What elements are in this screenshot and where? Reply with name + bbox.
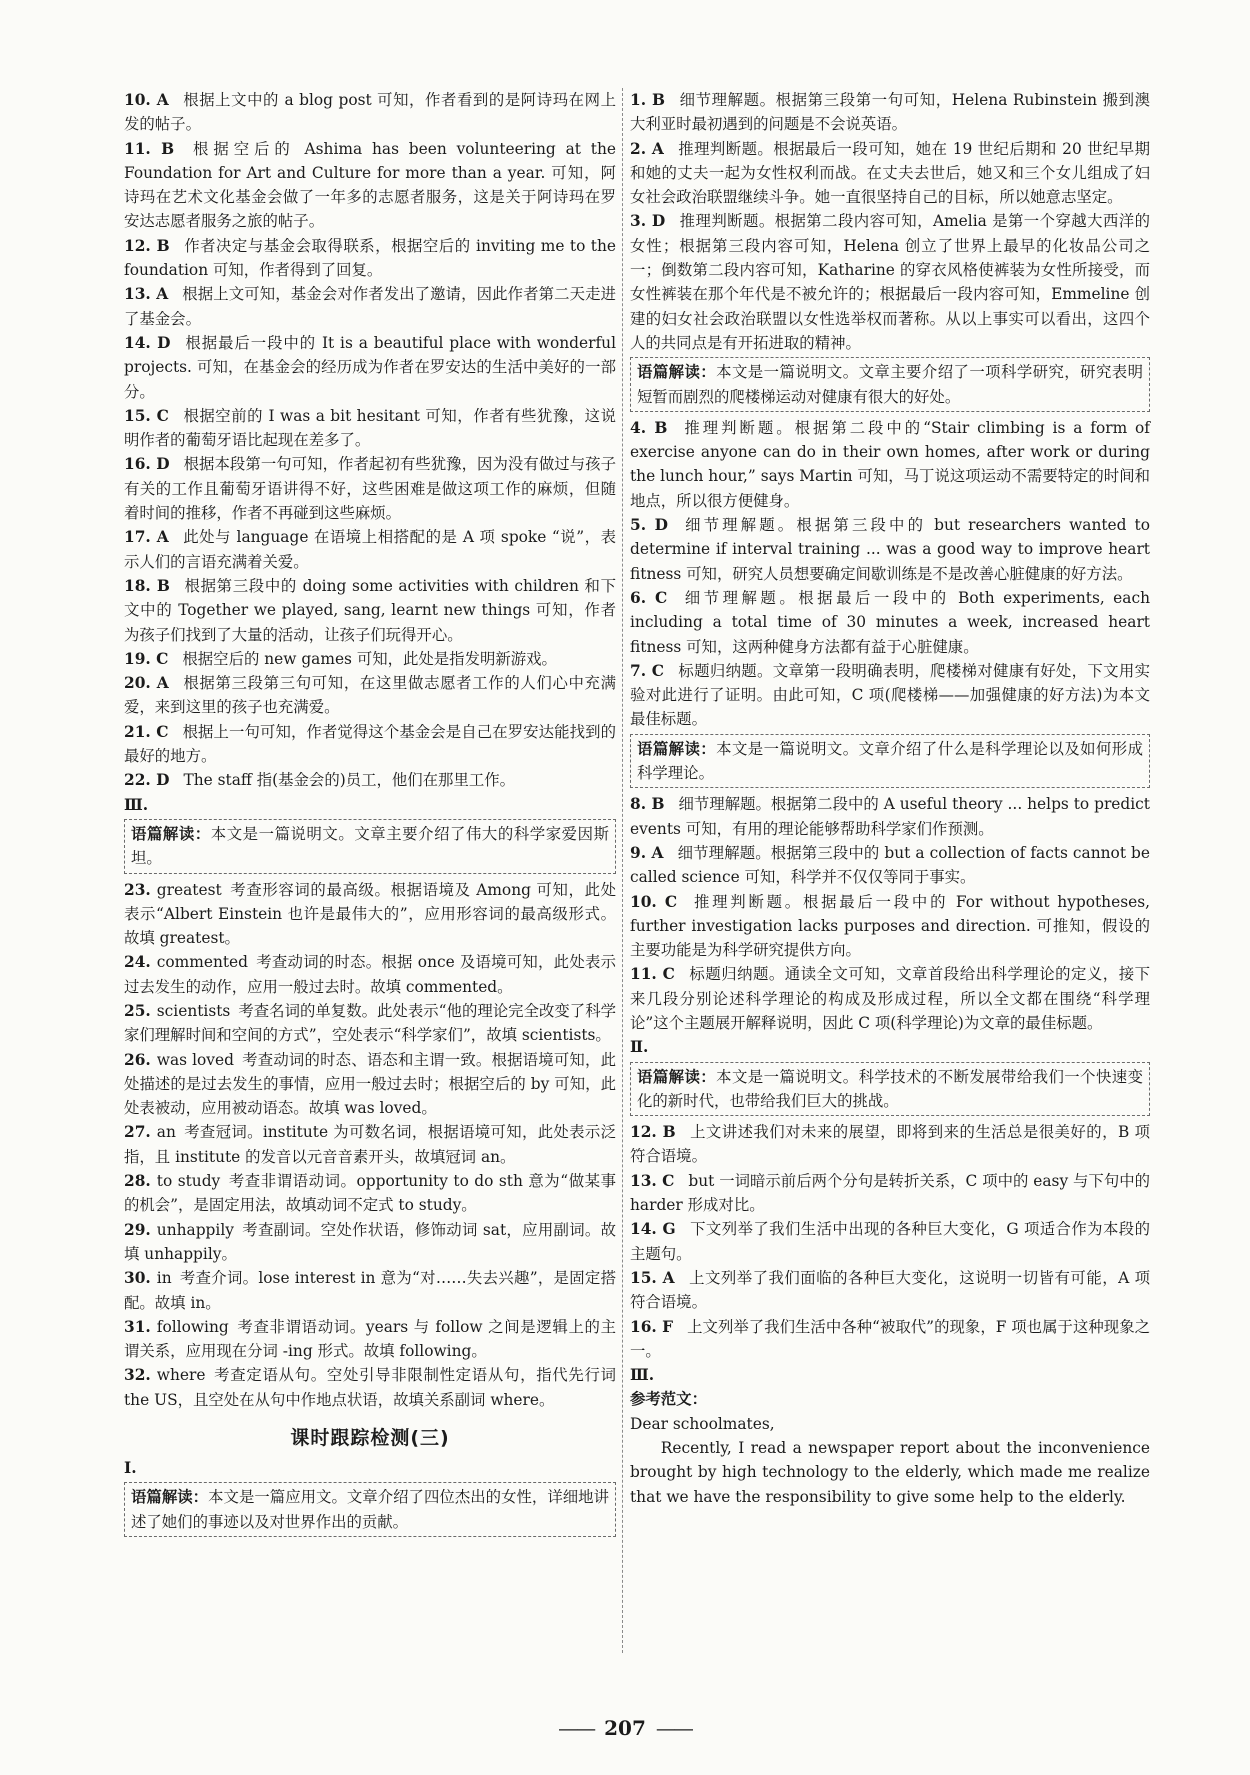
answer-number: 19. C [124, 649, 169, 668]
page-number-dash-left: —— [558, 1716, 595, 1740]
answer-item [630, 137, 1150, 210]
answer-number: 15. A [630, 1268, 675, 1287]
answer-word: unhappily [156, 1220, 234, 1239]
left-fill-answers [124, 878, 616, 1413]
answer-explanation: 上文列举了我们生活中各种“被取代”的现象，F 项也属于这种现象之一。 [630, 1317, 1151, 1360]
answer-explanation: 下文列举了我们生活中出现的各种巨大变化，G 项适合作为本段的主题句。 [630, 1220, 1151, 1263]
answer-explanation: 考查形容词的最高级。根据语境及 Among 可知，此处表示“Albert Einstein 也许是最伟大的”，应用形容词的最高级形式。故填 greatest。 [124, 880, 616, 948]
answer-item [124, 1169, 616, 1218]
answer-item [124, 1363, 616, 1412]
answer-explanation: 根据本段第一句可知，作者起初有些犹豫，因为没有做过与孩子有关的工作且葡萄牙语讲得不好，这些困难是做这项工作的麻烦，但随着时间的推移，作者不再碰到这些麻烦。 [124, 455, 616, 523]
text-analysis-box [630, 734, 1150, 789]
answer-item [630, 1266, 1150, 1315]
answer-number: 6. C [630, 588, 668, 607]
answer-item [124, 452, 616, 525]
answer-number: 11. C [630, 965, 675, 984]
answer-number: 31. [124, 1317, 151, 1336]
text-analysis-box [124, 1482, 616, 1537]
reference-essay-label: 参考范文： [630, 1390, 707, 1409]
answer-explanation: 标题归纳题。文章第一段明确表明，爬楼梯对健康有好处，下文用实验对此进行了证明。由此可知，C 项(爬楼梯——加强健康的好方法)为本文最佳标题。 [630, 661, 1150, 729]
answer-item [630, 1217, 1150, 1266]
answer-item [630, 416, 1150, 513]
answer-number: 7. C [630, 661, 665, 680]
answer-item [124, 1218, 616, 1267]
answer-item [124, 720, 616, 769]
answer-number: 12. B [124, 236, 170, 255]
answer-word: scientists [156, 1001, 231, 1020]
answer-number: 2. A [630, 139, 664, 158]
answer-explanation: 细节理解题。根据最后一段中的 Both experiments, each including a total time of 30 minutes a week, increased heart fitness 可知，这两种健身方法都有益于心脏健康。 [630, 588, 1150, 656]
answer-number: 5. D [630, 516, 668, 535]
answer-explanation: 考查非谓语动词。opportunity to do sth 意为“做某事的机会”，是固定用法，故填动词不定式 to study。 [124, 1172, 617, 1215]
text-analysis-label: 语篇解读： [637, 1067, 717, 1086]
answer-number: 12. B [630, 1123, 676, 1142]
answer-number: 17. A [124, 528, 169, 547]
answer-number: 32. [124, 1366, 151, 1385]
answer-number: 26. [124, 1050, 151, 1069]
text-analysis-box [630, 1062, 1150, 1117]
letter-salutation: Dear schoolmates, [630, 1414, 775, 1433]
answer-number: 16. D [124, 455, 170, 474]
text-analysis-text: 本文是一篇说明文。文章主要介绍了一项科学研究，研究表明短暂而剧烈的爬楼梯运动对健康有很大的好处。 [637, 363, 1143, 406]
answer-number: 22. D [124, 771, 170, 790]
answer-word: was loved [156, 1050, 234, 1069]
answer-item [630, 88, 1150, 137]
answer-item [630, 586, 1150, 659]
answer-number: 10. A [124, 91, 169, 109]
text-analysis-text: 本文是一篇应用文。文章介绍了四位杰出的女性，详细地讲述了她们的事迹以及对世界作出的贡献。 [131, 1488, 609, 1531]
text-analysis-text: 本文是一篇说明文。文章主要介绍了伟大的科学家爱因斯坦。 [131, 824, 609, 868]
answer-number: 27. [124, 1123, 151, 1142]
answer-word: an [156, 1123, 176, 1142]
answer-explanation: 细节理解题。根据第三段第一句可知，Helena Rubinstein 搬到澳大利亚时最初遇到的问题是不会说英语。 [630, 91, 1150, 134]
answer-item [630, 659, 1150, 732]
answer-item [124, 525, 616, 574]
answer-explanation: 根据上一句可知，作者觉得这个基金会是自己在罗安达能找到的最好的地方。 [124, 722, 616, 766]
section-heading-1: Ⅰ. [124, 1459, 137, 1478]
answer-explanation: 根据空前的 I was a bit hesitant 可知，作者有些犹豫，这说明作者的葡萄牙语比起现在差多了。 [124, 406, 616, 450]
answer-explanation: 考查冠词。institute 为可数名词，根据语境可知，此处表示泛指，且 institute 的发音以元音音素开头，故填冠词 an。 [124, 1123, 616, 1166]
answer-explanation: 考查定语从句。空处引导非限制性定语从句，指代先行词 the US，且空处在从句中作地点状语，故填关系副词 where。 [124, 1366, 616, 1409]
answer-item [124, 234, 616, 283]
answer-word: in [156, 1269, 172, 1288]
answer-explanation: 细节理解题。根据第三段中的 but a collection of facts cannot be called science 可知，科学并不仅仅等同于事实。 [630, 843, 1150, 887]
answer-item [124, 88, 616, 137]
answer-explanation: 根据第三段中的 doing some activities with children 和下文中的 Together we played, sang, learnt new things 可知，作者为孩子们找到了大量的活动，让孩子们玩得开心。 [124, 576, 616, 644]
answer-item [630, 841, 1150, 890]
answer-item [124, 1315, 616, 1364]
text-analysis-text: 本文是一篇说明文。文章介绍了什么是科学理论以及如何形成科学理论。 [637, 739, 1143, 783]
answer-explanation: 推理判断题。根据最后一段可知，她在 19 世纪后期和 20 世纪早期和她的丈夫一起为女性权利而战。在丈夫去世后，她又和三个女儿组成了妇女社会政治联盟继续斗争。她一直很坚持自己的目标，所以她意志坚定。 [630, 139, 1150, 207]
right-answers-group-1 [630, 88, 1150, 355]
answer-word: greatest [156, 880, 222, 899]
answer-number: 14. G [630, 1220, 676, 1239]
answer-explanation: 根据空后的 Ashima has been volunteering at the Foundation for Art and Culture for more than a year. 可知，阿诗玛在艺术文化基金会做了一年多的志愿者服务，这是关于阿诗玛在罗安达志愿者服务之旅的帖子。 [124, 139, 616, 231]
section-heading-3: Ⅲ. [630, 1366, 655, 1385]
answer-item [124, 331, 616, 404]
answer-explanation: 考查副词。空处作状语，修饰动词 sat，应用副词。故填 unhappily。 [124, 1220, 616, 1263]
answer-number: 4. B [630, 418, 668, 437]
answer-item [124, 1048, 616, 1121]
answer-item [124, 768, 616, 792]
answer-word: where [156, 1366, 206, 1385]
answer-number: 16. F [630, 1317, 674, 1336]
answer-explanation: 细节理解题。根据第二段中的 A useful theory ... helps to predict events 可知，有用的理论能够帮助科学家们作预测。 [630, 795, 1150, 838]
answer-number: 11. B [124, 139, 175, 158]
answer-word: to study [156, 1172, 221, 1191]
answer-number: 10. C [630, 892, 678, 911]
answer-number: 9. A [630, 843, 664, 862]
answer-number: 24. [124, 953, 151, 972]
answer-item [630, 513, 1150, 586]
answer-explanation: 根据上文中的 a blog post 可知，作者看到的是阿诗玛在网上发的帖子。 [124, 91, 617, 134]
answer-explanation: 推理判断题。根据第二段中的“Stair climbing is a form of exercise anyone can do in their own homes, after work or during the lunch hour,” says Martin 可知，马丁说这项运动不需要特定的时间和地点，所以很方便健身。 [630, 418, 1151, 510]
left-mc-answers [124, 88, 616, 793]
answer-item [630, 792, 1150, 841]
answer-item [630, 1169, 1150, 1218]
answer-number: 25. [124, 1001, 151, 1020]
text-analysis-box [124, 819, 616, 874]
answer-number: 15. C [124, 406, 169, 425]
answer-item [124, 878, 616, 951]
answer-item [630, 1315, 1150, 1364]
answer-explanation: 考查介词。lose interest in 意为“对……失去兴趣”，是固定搭配。故填 in。 [124, 1269, 616, 1312]
answer-word: following [156, 1317, 229, 1336]
answer-explanation: 考查非谓语动词。years 与 follow 之间是逻辑上的主谓关系，应用现在分词 -ing 形式。故填 following。 [124, 1317, 616, 1361]
answer-word: commented [156, 953, 249, 972]
answer-number: 30. [124, 1269, 151, 1288]
answer-number: 21. C [124, 722, 169, 741]
answer-explanation: 考查动词的时态、语态和主谓一致。根据语境可知，此处描述的是过去发生的事情，应用一般过去时；根据空后的 by 可知，此处表被动，应用被动语态。故填 was loved。 [124, 1050, 616, 1118]
answer-explanation: 根据最后一段中的 It is a beautiful place with wonderful projects. 可知，在基金会的经历成为作者在罗安达的生活中美好的一部分。 [124, 333, 617, 401]
left-column [124, 88, 616, 1541]
answer-item [630, 1120, 1150, 1169]
answer-explanation: 根据上文可知，基金会对作者发出了邀请，因此作者第二天走进了基金会。 [124, 285, 616, 328]
answer-number: 13. A [124, 285, 169, 304]
answer-explanation: 此处与 language 在语境上相搭配的是 A 项 spoke “说”，表示人们的言语充满着关爱。 [124, 528, 616, 571]
answer-number: 3. D [630, 212, 666, 231]
text-analysis-label: 语篇解读： [131, 1488, 209, 1507]
answer-number: 29. [124, 1220, 151, 1239]
page-number-value: 207 [604, 1716, 646, 1740]
answer-item [124, 404, 616, 453]
answer-item [124, 1266, 616, 1315]
answer-item [630, 962, 1150, 1035]
answer-item [124, 999, 616, 1048]
page-number-dash-right: —— [655, 1716, 692, 1740]
right-answers-group-2 [630, 416, 1150, 732]
answer-explanation: 根据空后的 new games 可知，此处是指发明新游戏。 [182, 649, 557, 668]
text-analysis-text: 本文是一篇说明文。科学技术的不断发展带给我们一个快速变化的新时代，也带给我们巨大的挑战。 [637, 1067, 1143, 1110]
answer-explanation: 推理判断题。根据第二段内容可知，Amelia 是第一个穿越大西洋的女性；根据第三段内容可知，Helena 创立了世界上最早的化妆品公司之一；倒数第二段内容可知，Katharine 的穿衣风格使裤装为女性所接受，而女性裤装在那个年代是不被允许的；根据最后一段内容可知，Emmeline 创建的妇女社会政治联盟以女性选举权而著称。从以上事实可以看出，这四个人的共同点是有开拓进取的精神。 [630, 212, 1150, 352]
answer-item [124, 1120, 616, 1169]
answer-explanation: 考查动词的时态。根据 once 及语境可知，此处表示过去发生的动作，应用一般过去时。故填 commented。 [124, 953, 616, 996]
answer-number: 18. B [124, 576, 170, 595]
answer-item [124, 671, 616, 720]
text-analysis-label: 语篇解读： [637, 363, 717, 382]
answer-number: 8. B [630, 795, 665, 814]
answer-explanation: 上文讲述我们对未来的展望，即将到来的生活总是很美好的，B 项符合语境。 [630, 1123, 1150, 1166]
answer-explanation: 推理判断题。根据最后一段中的 For without hypotheses, further investigation lacks purposes and direction. 可推知，假设的主要功能是为科学研究提供方向。 [630, 892, 1151, 960]
answer-explanation: 上文列举了我们面临的各种巨大变化，这说明一切皆有可能，A 项符合语境。 [630, 1268, 1150, 1312]
answer-number: 14. D [124, 333, 171, 352]
lesson-title: 课时跟踪检测(三) [290, 1427, 450, 1450]
answer-item [630, 890, 1150, 963]
text-analysis-label: 语篇解读： [131, 824, 211, 843]
answer-explanation: 考查名词的单复数。此处表示“他的理论完全改变了科学家们理解时间和空间的方式”，空处表示“科学家们”，故填 scientists。 [124, 1001, 616, 1045]
answer-number: 1. B [630, 91, 666, 109]
column-divider [622, 88, 623, 1653]
answer-item [124, 137, 616, 234]
answer-explanation: 作者决定与基金会取得联系，根据空后的 inviting me to the foundation 可知，作者得到了回复。 [124, 236, 616, 280]
answer-explanation: 根据第三段第三句可知，在这里做志愿者工作的人们心中充满爱，来到这里的孩子也充满爱。 [124, 674, 616, 717]
text-analysis-box [630, 357, 1150, 412]
section-heading-2: Ⅱ. [630, 1038, 649, 1057]
right-answers-group-4 [630, 1120, 1150, 1363]
answer-item [124, 282, 616, 331]
answer-explanation: 细节理解题。根据第三段中的 but researchers wanted to determine if interval training ... was a good way to improve heart fitness 可知，研究人员想要确定间歇训练是不是改善心脏健康的好方法。 [630, 516, 1151, 583]
text-analysis-label: 语篇解读： [637, 739, 717, 758]
answer-explanation: 标题归纳题。通读全文可知，文章首段给出科学理论的定义，接下来几段分别论述科学理论的构成及形成过程，所以全文都在围绕“科学理论”这个主题展开解释说明，因此 C 项(科学理论)为文章的最佳标题。 [630, 965, 1150, 1032]
answer-item [124, 574, 616, 647]
page-number [0, 1716, 1250, 1740]
answer-explanation: but 一词暗示前后两个分句是转折关系，C 项中的 easy 与下句中的 harder 形成对比。 [630, 1171, 1150, 1215]
answer-item [124, 950, 616, 999]
letter-paragraph: Recently, I read a newspaper report about the inconvenience brought by high technology to the elderly, which made me realize that we have the responsibility to give some help to the elderly. [630, 1439, 1150, 1506]
answer-number: 20. A [124, 674, 169, 693]
answer-item [124, 647, 616, 671]
answer-number: 13. C [630, 1171, 675, 1190]
right-answers-group-3 [630, 792, 1150, 1035]
right-column [630, 88, 1150, 1509]
section-heading-3: Ⅲ. [124, 795, 149, 814]
answer-explanation: The staff 指(基金会的)员工，他们在那里工作。 [183, 771, 516, 790]
answer-number: 28. [124, 1172, 151, 1191]
answer-number: 23. [124, 880, 151, 899]
answer-item [630, 209, 1150, 355]
